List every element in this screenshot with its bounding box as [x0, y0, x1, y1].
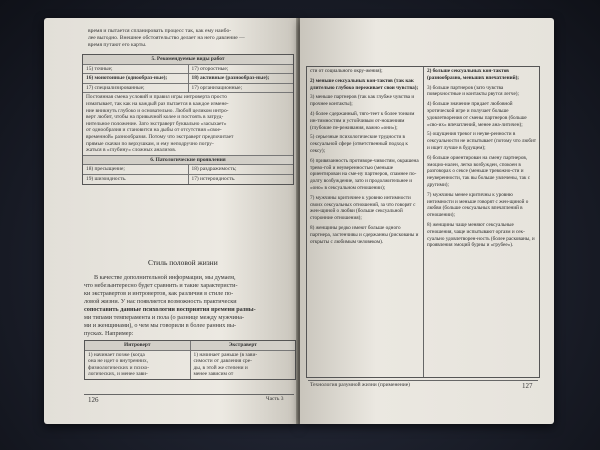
text-line: временной» разнообразия. Потому что экстраверт предпочитает	[86, 133, 234, 140]
table-cell: 19) шизоидность.	[86, 175, 127, 182]
table-cell: 17) организационные;	[188, 84, 294, 93]
list-item: 2) меньше сексуальных кон-тактов (так как длительно глубоко переживает свои чувства);	[310, 77, 419, 91]
footer-rule	[84, 394, 294, 395]
text-line: изматывает, так как на каждый раз пытается в каждое измене-	[86, 100, 229, 107]
list-item: 7) мужчины критичнее к уровню интимности своих сексуальных отношений, за что говорят с жен-щиной о любви (больше сексуальной сторонние отношения);	[310, 194, 416, 222]
text-line: ние вникнуть глубоко и основательно. Любой целиком интро-	[86, 107, 229, 114]
list-item: 8) женщины редко имеют больше одного партнера, застенчивы и сдержанны (рискованы и открыты с любимым человеком).	[310, 224, 419, 245]
body-text	[84, 274, 294, 338]
text-line: 1) начинает позже (когда	[88, 351, 145, 358]
table-row	[83, 73, 293, 83]
text-line: время и пытается спланировать процесс так, как ему наибо-	[88, 28, 232, 34]
list-item: 3) больше партнеров (зато чувства поверхностные и контакты рвутся легче);	[427, 84, 519, 98]
column-header: Интроверт	[85, 341, 190, 350]
text-line: ми и женщинами), о чем мы говорили в более ранних вы-	[84, 322, 237, 329]
table-row	[83, 64, 293, 74]
text-line: ловой жизни. У нас появляется возможность практически	[84, 298, 237, 305]
text-line: лее выгодно. Внешнее обстоятельство делает на него давление —	[88, 35, 245, 41]
text-line: логических, и менее зави-	[88, 371, 148, 378]
text-line: ки экстравертов и интровертов, как различия в стиле по-	[84, 290, 234, 297]
table-cell: 17) истероидность.	[188, 175, 294, 184]
table-cell: 18) активные (разнообраз-ные);	[188, 74, 294, 83]
text-line: она не идет о внутренних,	[88, 358, 149, 365]
footer-label: Часть 3	[266, 396, 284, 402]
text-line: пусках. Например:	[84, 330, 134, 337]
list-item: 5) серьезные психологические трудности в сексуальной сфере (ответственный подход к сексу);	[310, 134, 408, 154]
list-item: сти от социального окру-жения);	[310, 68, 383, 74]
list-item: 7) мужчины менее критичны к уровню интимности и меньше говорят с жен-щиной о любви (больше сексуальных впечатлений в отношении);	[427, 191, 529, 219]
table-note	[83, 92, 293, 154]
page-number: 127	[522, 382, 533, 390]
text-line: нительное положение. Зато экстраверт буквально «засыхает»	[86, 120, 227, 127]
table-cell: 15) точные;	[86, 65, 113, 72]
list-item: 6) привязанность противоре-чивостям, окрашена трево-гой и неуверенностью (меньше ориентирован на сме-ну партнеров, спамнее по-долгу возбуждение, зато и продолжительнее и «оно» в сексуальном отношении);	[310, 157, 419, 191]
extravert-column	[423, 67, 540, 377]
text-line: физиологических и психо-	[88, 364, 150, 371]
column-header: Экстраверт	[190, 341, 296, 350]
table-cell	[190, 351, 296, 379]
text-line: жаться в «глубину» сложных анализов.	[86, 147, 177, 154]
table-cell	[85, 351, 190, 379]
text-line: Постоянная смена условий и правил игры интроверта просто	[86, 94, 227, 101]
text-line: ды, в этой же степени и	[193, 364, 248, 371]
table-cell: 17) оторостные;	[188, 65, 294, 74]
text-line: сопоставить данные психологии восприятия времени разны-	[84, 306, 256, 313]
section-title: Стиль половой жизни	[148, 258, 218, 267]
list-item: 8) женщины чаще меняют сексуальные отношения, чаще испытывают оргазм и сек-суально удовлетворен-ность (более раскованы, и проявления эмоций бурны и «грубее»).	[427, 221, 535, 249]
table-row	[85, 350, 295, 379]
text-line: ми типами темперамента и пола (о разнице между мужчина-	[84, 314, 245, 321]
recommended-work-table	[82, 54, 294, 185]
text-line: время путают его карты.	[88, 42, 147, 48]
text-line: В качестве дополнительной информации, мы думаем,	[94, 274, 236, 281]
table-row	[83, 164, 293, 174]
text-line: верт любит, чтобы на привычной колее и постоять в затруд-	[86, 114, 224, 121]
table-cell: 17) специализированные;	[86, 84, 145, 91]
text-line: прямые скачки по верхушкам, и ему неподручно погру-	[86, 140, 214, 147]
table-header-row	[85, 341, 295, 350]
comparison-table-continued	[306, 66, 540, 378]
table-cell: 16) монотонные (однообраз-ные);	[86, 75, 168, 82]
table-row	[83, 174, 293, 184]
text-line: от однообразия и становится на дыбы от отсутствия «свое-	[86, 127, 222, 134]
list-item: 3) меньше партнеров (так как глубже чувства и прочнее контакты);	[310, 94, 415, 108]
text-line: что небезынтересно будет сравнить и такие характеристи-	[84, 282, 238, 289]
table-row	[83, 83, 293, 93]
page-number: 126	[88, 396, 99, 404]
table-cell: 18) пресыщение;	[86, 166, 125, 173]
footer-rule	[308, 380, 538, 381]
text-line: менее зависим от	[193, 371, 234, 378]
right-page	[300, 18, 554, 424]
left-page	[44, 18, 298, 424]
left-top-text	[88, 28, 288, 49]
list-item: 4) больше значение придает любовной эротической игре и получает больше удовлетворения от смены партнеров (больше «сво-их» впечатлений, менее ана-литичен);	[427, 101, 527, 128]
table-header: 6. Патологические проявления	[83, 155, 293, 165]
list-item: 4) более сдержанный, тяго-теет к более тонким ин-тимностям и устойчивым от-ношениям (глубокие пе-реживания, важно «они»);	[310, 110, 415, 131]
table-cell: 18) раздражимость;	[188, 165, 294, 174]
footer-label: Технология разумной жизни (применение)	[310, 382, 411, 388]
list-item: 6) больше ориентирован на смену партнеров, эмоцио-нален, легко возбужден, спокоен в разговорах о сексе (меньше тревожно-сти и неуверенности, так вы больше увлечены, так с другими);	[427, 154, 531, 188]
introvert-column	[307, 67, 423, 377]
text-line: симости от давления сре-	[193, 358, 252, 365]
open-book	[44, 18, 556, 424]
list-item: 5) ощущения тревог и неуве-ренности в сексуальности не испытывает (потому что любит и ищет лучше в будущем);	[427, 131, 537, 151]
comparison-table	[84, 340, 296, 380]
text-line: 1) начинает раньше (в зави-	[193, 351, 258, 358]
table-header: 5. Рекомендуемые виды работ	[83, 55, 293, 64]
list-item: 2) больше сексуальных кон-тактов (разнообразно, меньших впечатлений);	[427, 68, 520, 81]
